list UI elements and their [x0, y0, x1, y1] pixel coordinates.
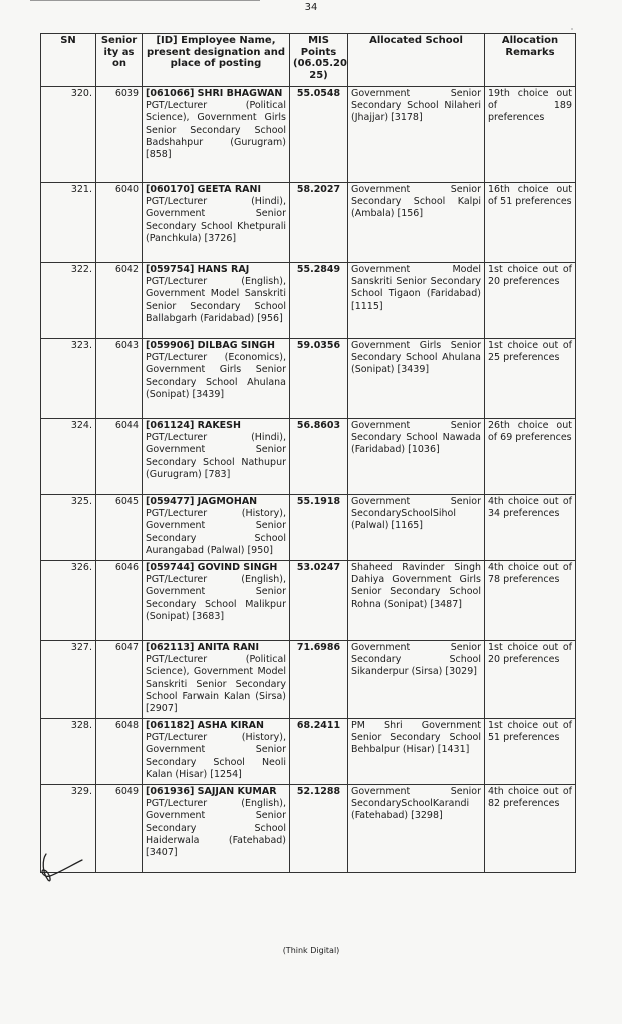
employee-name: [059906] DILBAG SINGH — [146, 340, 275, 351]
row-remarks: 16th choice out of 51 preferences — [485, 183, 576, 263]
row-allocated-school: Government Senior SecondarySchoolSihol (Palwal) [1165] — [348, 495, 485, 561]
row-points: 71.6986 — [290, 641, 348, 719]
row-points: 68.2411 — [290, 719, 348, 785]
row-remarks: 19th choice out of 189 preferences — [485, 87, 576, 183]
row-seniority: 6045 — [96, 495, 143, 561]
header-points: MIS Points (06.05.20 25) — [290, 34, 348, 87]
row-employee — [143, 419, 290, 495]
row-seniority: 6044 — [96, 419, 143, 495]
row-points: 58.2027 — [290, 183, 348, 263]
row-sn: 322. — [41, 263, 96, 339]
employee-details: PGT/Lecturer (Economics), Government Girls Senior Secondary School Ahulana (Sonipat) [3439] — [146, 352, 286, 400]
row-remarks: 4th choice out of 34 preferences — [485, 495, 576, 561]
allocation-table — [40, 33, 576, 873]
employee-details: PGT/Lecturer (Hindi), Government Senior Secondary School Nathupur (Gurugram) [783] — [146, 432, 286, 480]
signature — [36, 850, 86, 886]
employee-name: [059744] GOVIND SINGH — [146, 562, 278, 573]
row-employee — [143, 87, 290, 183]
employee-details: PGT/Lecturer (English), Government Model Sanskriti Senior Secondary School Ballabgarh (Faridabad) [956] — [146, 276, 286, 324]
top-rule — [30, 0, 260, 1]
row-sn: 327. — [41, 641, 96, 719]
row-points: 55.2849 — [290, 263, 348, 339]
row-allocated-school: Government Senior Secondary School Nawada (Faridabad) [1036] — [348, 419, 485, 495]
header-sn: SN — [41, 34, 96, 87]
table-row — [41, 87, 576, 183]
employee-details: PGT/Lecturer (English), Government Senior Secondary School Malikpur (Sonipat) [3683] — [146, 574, 286, 622]
employee-name: [061124] RAKESH — [146, 420, 241, 431]
header-school: Allocated School — [348, 34, 485, 87]
table-row — [41, 183, 576, 263]
row-seniority: 6039 — [96, 87, 143, 183]
table-row — [41, 339, 576, 419]
employee-name: [060170] GEETA RANI — [146, 184, 261, 195]
row-points: 56.8603 — [290, 419, 348, 495]
row-allocated-school: PM Shri Government Senior Secondary School Behbalpur (Hisar) [1431] — [348, 719, 485, 785]
row-points: 55.0548 — [290, 87, 348, 183]
header-seniority: Senior ity as on — [96, 34, 143, 87]
employee-name: [061182] ASHA KIRAN — [146, 720, 264, 731]
row-seniority: 6047 — [96, 641, 143, 719]
row-sn: 326. — [41, 561, 96, 641]
row-sn: 321. — [41, 183, 96, 263]
row-allocated-school: Government Girls Senior Secondary School Ahulana (Sonipat) [3439] — [348, 339, 485, 419]
employee-details: PGT/Lecturer (History), Government Senior Secondary School Aurangabad (Palwal) [950] — [146, 508, 286, 556]
row-remarks: 1st choice out of 51 preferences — [485, 719, 576, 785]
row-seniority: 6043 — [96, 339, 143, 419]
employee-name: [062113] ANITA RANI — [146, 642, 260, 653]
row-allocated-school: Government Senior SecondarySchoolKarandi (Fatehabad) [3298] — [348, 785, 485, 873]
row-allocated-school: Government Model Sanskriti Senior Secondary School Tigaon (Faridabad) [1115] — [348, 263, 485, 339]
row-seniority: 6040 — [96, 183, 143, 263]
header-employee: [ID] Employee Name, present designation and place of posting — [143, 34, 290, 87]
row-sn: 323. — [41, 339, 96, 419]
footer-text: (Think Digital) — [282, 946, 340, 955]
row-remarks: 1st choice out of 20 preferences — [485, 641, 576, 719]
row-seniority: 6042 — [96, 263, 143, 339]
employee-details: PGT/Lecturer (History), Government Senior Secondary School Neoli Kalan (Hisar) [1254] — [146, 732, 286, 780]
table-row — [41, 641, 576, 719]
row-employee — [143, 561, 290, 641]
employee-details: PGT/Lecturer (Political Science), Government Girls Senior Secondary School Badshahpur (Gurugram) [858] — [146, 100, 286, 161]
row-sn: 324. — [41, 419, 96, 495]
row-seniority: 6049 — [96, 785, 143, 873]
table-row — [41, 495, 576, 561]
header-remarks: Allocation Remarks — [485, 34, 576, 87]
table-row — [41, 419, 576, 495]
row-sn: 320. — [41, 87, 96, 183]
row-sn: 325. — [41, 495, 96, 561]
employee-details: PGT/Lecturer (English), Government Senior Secondary School Haiderwala (Fatehabad) [3407] — [146, 798, 286, 859]
scan-speck — [571, 28, 573, 30]
row-allocated-school: Shaheed Ravinder Singh Dahiya Government Girls Senior Secondary School Rohna (Sonipat) [3487] — [348, 561, 485, 641]
row-remarks: 1st choice out of 20 preferences — [485, 263, 576, 339]
row-remarks: 26th choice out of 69 preferences — [485, 419, 576, 495]
row-allocated-school: Government Senior Secondary School Nilaheri (Jhajjar) [3178] — [348, 87, 485, 183]
row-allocated-school: Government Senior Secondary School Kalpi (Ambala) [156] — [348, 183, 485, 263]
table-row — [41, 263, 576, 339]
row-employee — [143, 641, 290, 719]
row-employee — [143, 785, 290, 873]
table-row — [41, 785, 576, 873]
employee-name: [059477] JAGMOHAN — [146, 496, 258, 507]
employee-name: [061936] SAJJAN KUMAR — [146, 786, 277, 797]
row-points: 55.1918 — [290, 495, 348, 561]
row-employee — [143, 263, 290, 339]
row-points: 53.0247 — [290, 561, 348, 641]
table-header-row — [41, 34, 576, 87]
row-employee — [143, 495, 290, 561]
row-seniority: 6046 — [96, 561, 143, 641]
employee-name: [061066] SHRI BHAGWAN — [146, 88, 283, 99]
row-points: 52.1288 — [290, 785, 348, 873]
table-row — [41, 561, 576, 641]
employee-name: [059754] HANS RAJ — [146, 264, 250, 275]
row-allocated-school: Government Senior Secondary School Sikanderpur (Sirsa) [3029] — [348, 641, 485, 719]
row-employee — [143, 183, 290, 263]
row-employee — [143, 339, 290, 419]
row-sn: 329. — [41, 785, 96, 873]
employee-details: PGT/Lecturer (Political Science), Government Model Sanskriti Senior Secondary School Farwain Kalan (Sirsa) [2907] — [146, 654, 286, 715]
row-remarks: 4th choice out of 78 preferences — [485, 561, 576, 641]
row-points: 59.0356 — [290, 339, 348, 419]
table-row — [41, 719, 576, 785]
row-remarks: 1st choice out of 25 preferences — [485, 339, 576, 419]
row-sn: 328. — [41, 719, 96, 785]
row-seniority: 6048 — [96, 719, 143, 785]
employee-details: PGT/Lecturer (Hindi), Government Senior Secondary School Khetpurali (Panchkula) [3726] — [146, 196, 286, 244]
row-remarks: 4th choice out of 82 preferences — [485, 785, 576, 873]
page-number: 34 — [304, 2, 318, 13]
row-employee — [143, 719, 290, 785]
